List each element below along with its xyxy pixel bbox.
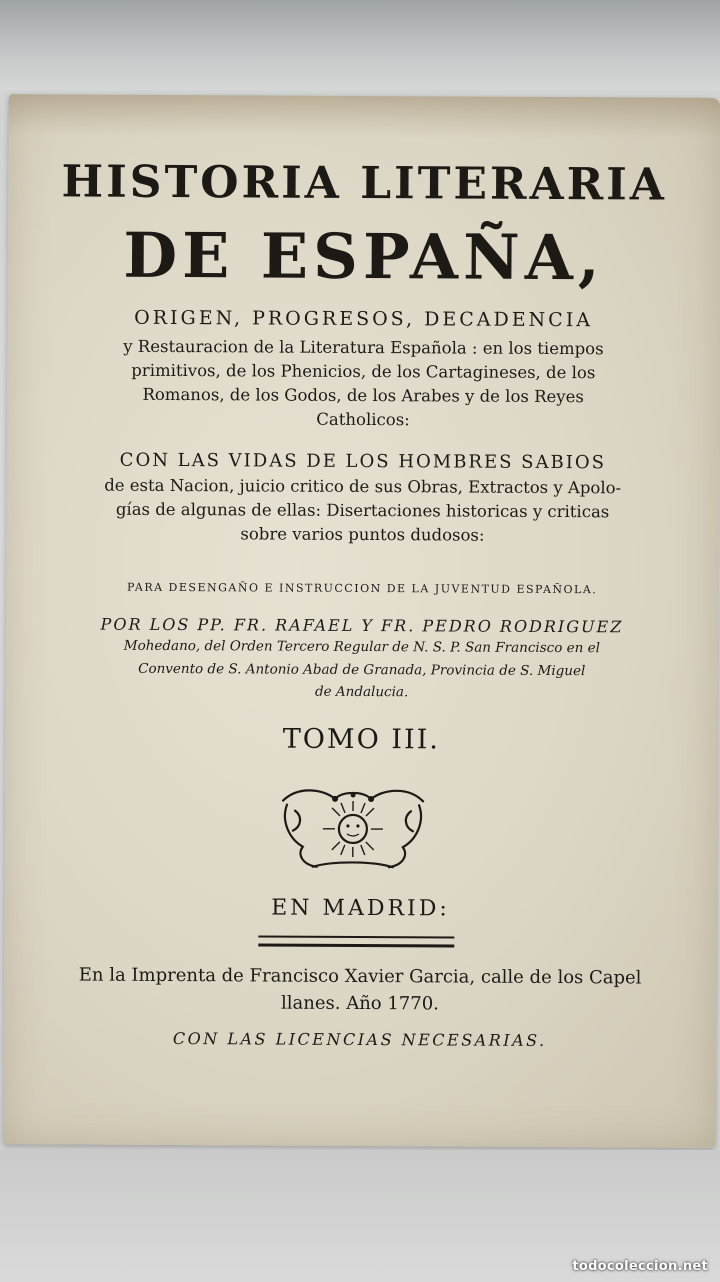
imprint-line-2: llanes. Año 1770. xyxy=(281,992,439,1015)
contents-line-4: sobre varios puntos dudosos: xyxy=(240,524,485,545)
authors-line-2: Mohedano, del Orden Tercero Regular de N. S. P. San Francisco en el xyxy=(123,637,600,657)
sun-ornament-icon xyxy=(273,781,433,874)
background-top xyxy=(0,0,720,90)
subtitle-line-3: Romanos, de los Godos, de los Arabes y de los Reyes xyxy=(142,384,584,407)
authors-line-3: Convento de S. Antonio Abad de Granada, Provincia de S. Miguel xyxy=(138,660,586,680)
subtitle-line-2: primitivos, de los Phenicios, de los Cartagineses, de los xyxy=(131,360,596,383)
title-line-2: DE ESPAÑA, xyxy=(123,218,605,295)
place-label: EN MADRID: xyxy=(271,895,450,922)
volume-label: TOMO III. xyxy=(282,723,441,756)
subtitle-line-1: y Restauracion de la Literatura Española : en los tiempos xyxy=(123,336,604,359)
imprint-line-1: En la Imprenta de Francisco Xavier Garcia, calle de los Capel xyxy=(78,964,642,989)
purpose-line: PARA DESENGAÑO E INSTRUCCION DE LA JUVENTUD ESPAÑOLA. xyxy=(126,580,598,597)
contents-line-3: gías de algunas de ellas: Disertaciones historicas y criticas xyxy=(115,499,610,522)
contents-line-2: de esta Nacion, juicio critico de sus Obras, Extractos y Apolo- xyxy=(104,475,622,498)
contents-line-1: CON LAS VIDAS DE LOS HOMBRES SABIOS xyxy=(119,449,607,474)
title-line-1: HISTORIA LITERARIA xyxy=(61,156,668,211)
authors-line-1: POR LOS PP. FR. RAFAEL Y FR. PEDRO RODRIGUEZ xyxy=(100,614,624,637)
authors-line-4: de Andalucia. xyxy=(314,683,409,701)
title-line-3: ORIGEN, PROGRESOS, DECADENCIA xyxy=(134,306,594,332)
subtitle-line-4: Catholicos: xyxy=(316,409,410,430)
watermark-text: todocoleccion.net xyxy=(572,1259,708,1274)
licenses-line: CON LAS LICENCIAS NECESARIAS. xyxy=(172,1029,547,1050)
title-page xyxy=(3,94,720,1148)
double-rule-divider xyxy=(258,935,454,947)
